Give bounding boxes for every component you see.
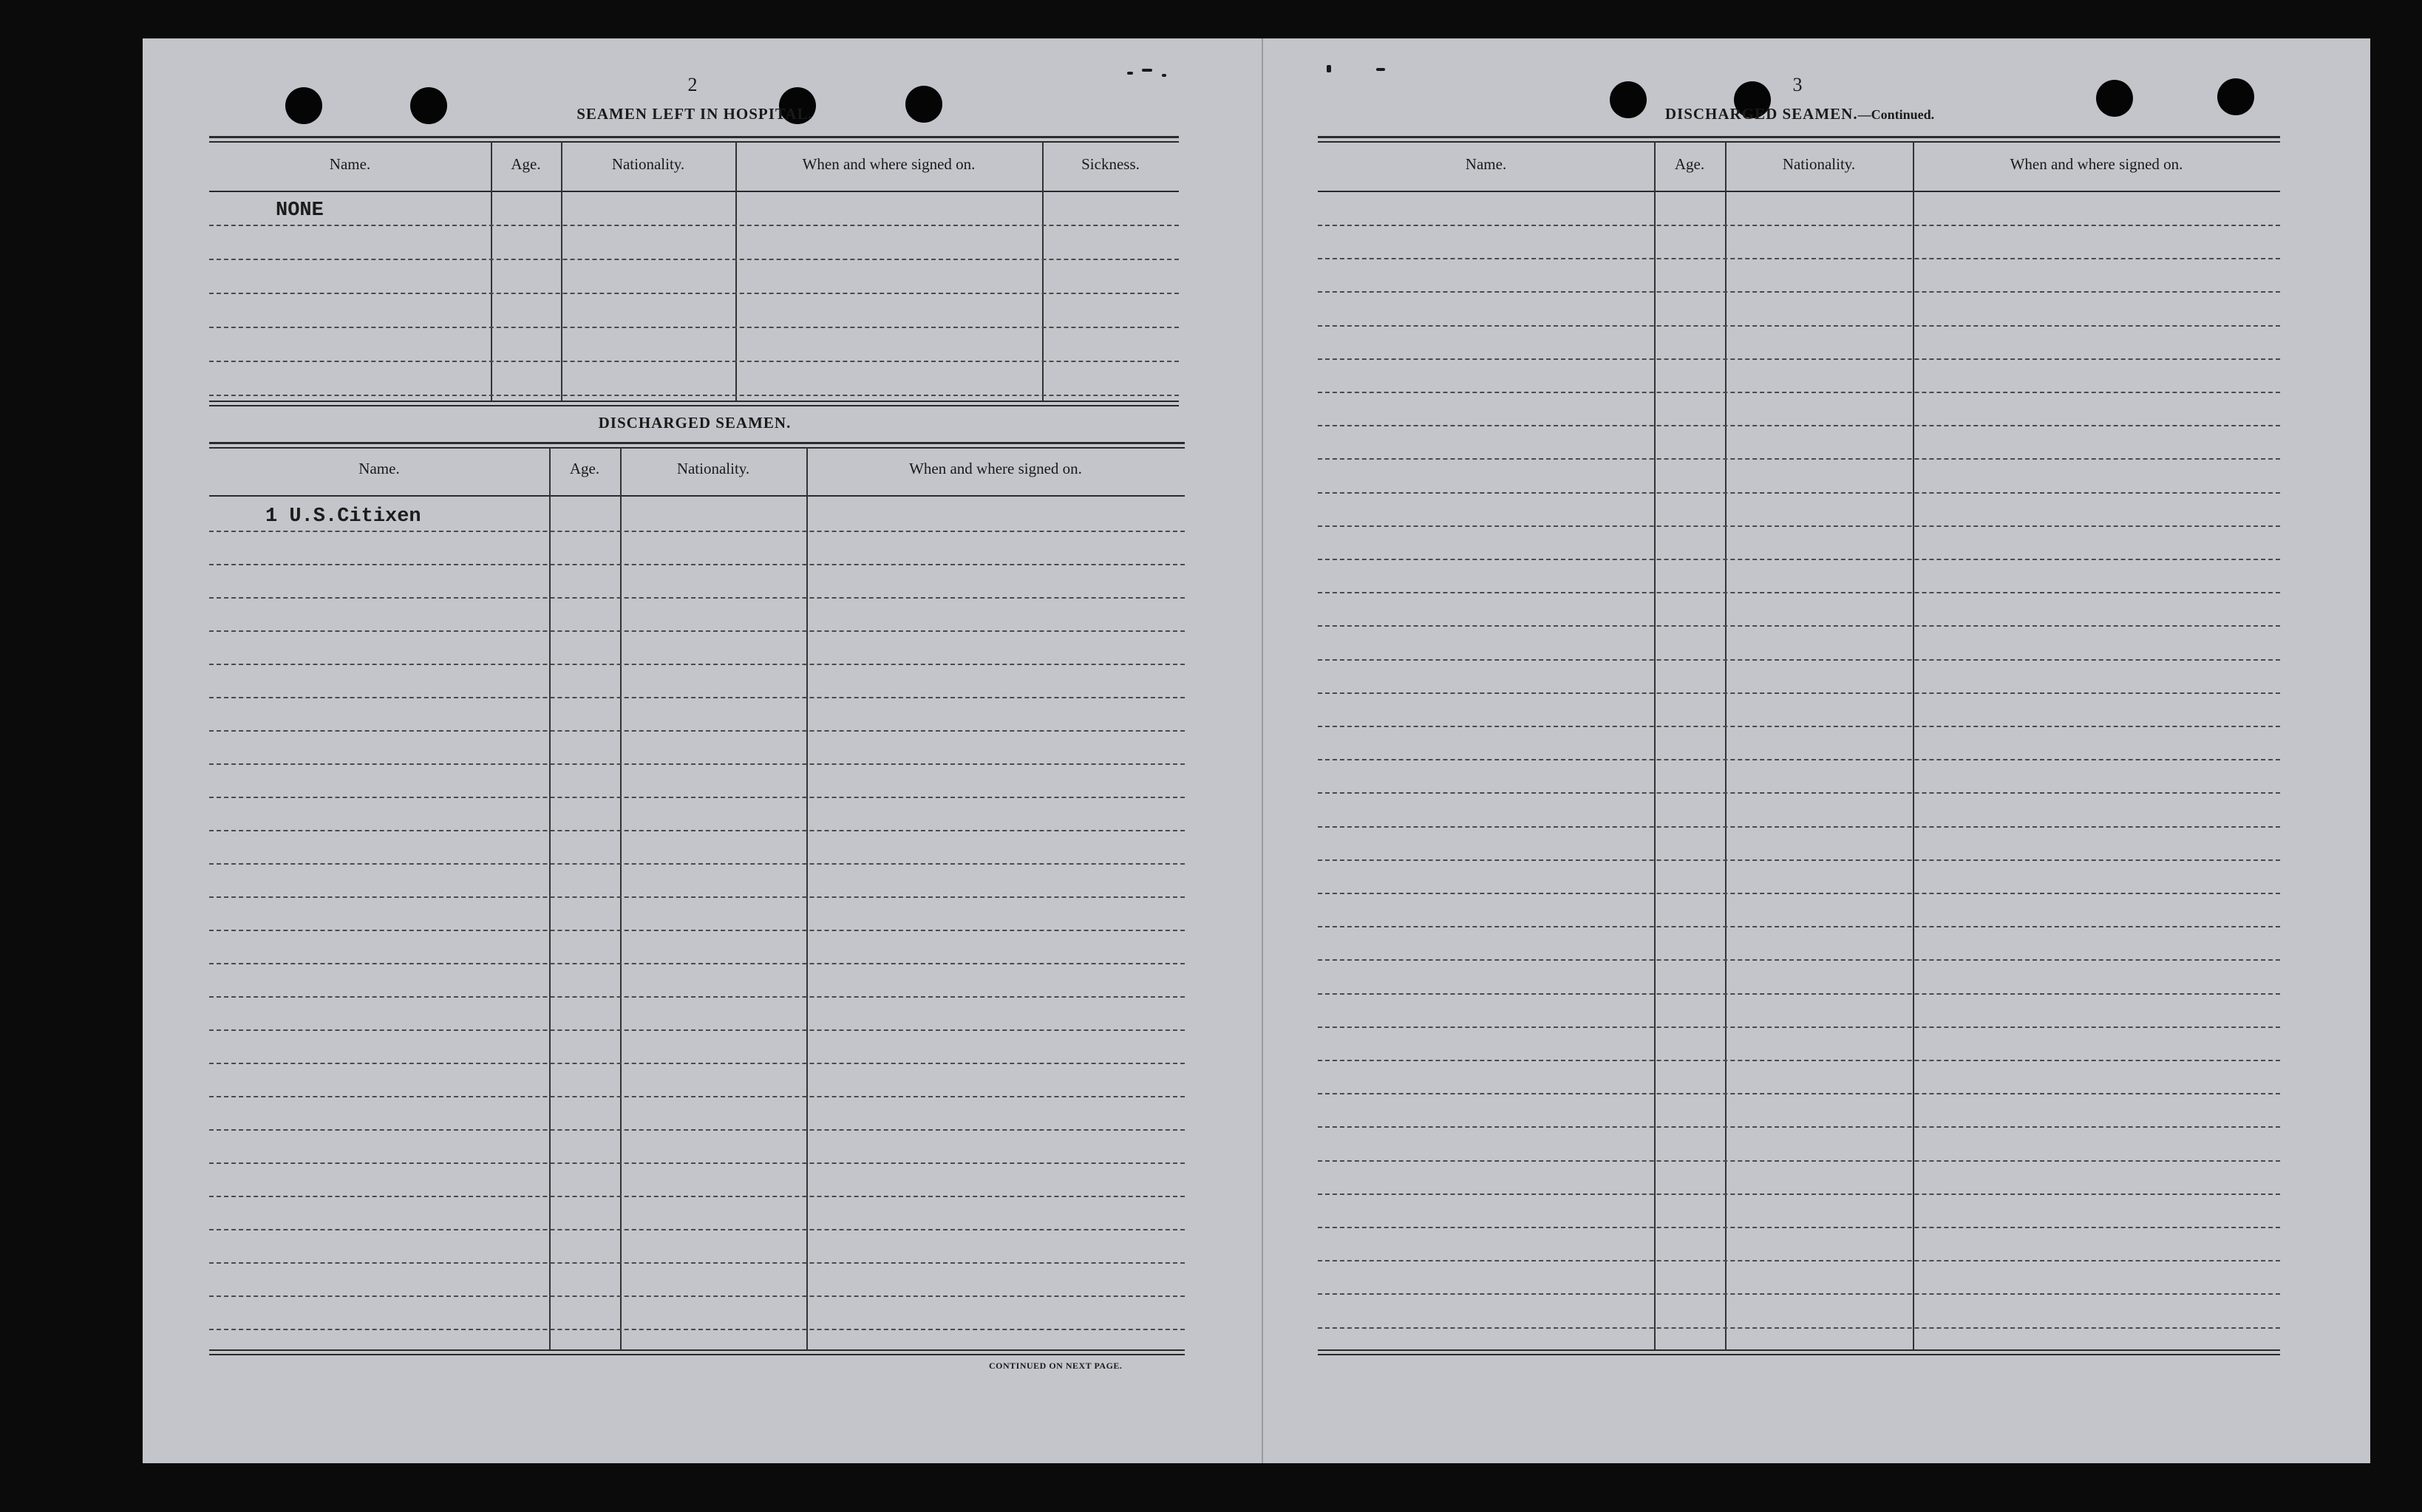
ruled-line [1318, 893, 2280, 894]
ruled-line [1318, 559, 2280, 560]
ruled-line [1318, 1160, 2280, 1162]
ruled-line [209, 863, 1185, 865]
ruled-line [209, 830, 1185, 831]
col-header-sickness: Sickness. [1081, 155, 1140, 173]
ruled-line [1318, 1193, 2280, 1195]
ruled-line [1318, 1293, 2280, 1295]
col-header-name: Name. [329, 155, 371, 173]
ruled-line [209, 697, 1185, 698]
ink-mark [1376, 68, 1385, 71]
continued-footer: CONTINUED ON NEXT PAGE. [989, 1361, 1123, 1371]
ruled-line [209, 896, 1185, 898]
ruled-line [209, 597, 1185, 599]
ruled-line [209, 1329, 1185, 1330]
col-header-nationality: Nationality. [611, 155, 685, 173]
discharged-continued-title-text: DISCHARGED SEAMEN. [1664, 105, 1858, 123]
punch-hole [2217, 78, 2254, 115]
ruled-line [1318, 525, 2280, 527]
ruled-line [1318, 458, 2280, 460]
ink-mark [1327, 65, 1331, 72]
ruled-line [209, 1096, 1185, 1097]
ruled-line [209, 1063, 1185, 1064]
col-header-signed-on: When and where signed on. [909, 460, 1082, 477]
ruled-line [209, 797, 1185, 798]
ruled-line [209, 564, 1185, 565]
ruled-line [1318, 1060, 2280, 1061]
ruled-line [209, 630, 1185, 632]
discharged-continued-title [1508, 105, 2092, 123]
col-header-age: Age. [511, 155, 541, 173]
page-gutter [1262, 38, 1263, 1463]
ruled-line [1318, 1227, 2280, 1228]
ruled-line [1318, 492, 2280, 494]
ruled-line [1318, 792, 2280, 794]
col-header-signed-on: When and where signed on. [2010, 155, 2183, 173]
ruled-line [1318, 759, 2280, 760]
ruled-line [1318, 659, 2280, 661]
page-number: 2 [687, 74, 698, 95]
discharged-section-title: DISCHARGED SEAMEN. [598, 414, 792, 432]
col-header-nationality: Nationality. [1782, 155, 1856, 173]
ruled-line [209, 531, 1185, 532]
col-header-name: Name. [1465, 155, 1507, 173]
ruled-line [1318, 1260, 2280, 1261]
ruled-line [209, 1129, 1185, 1131]
ruled-line [1318, 1093, 2280, 1094]
ruled-line [209, 1196, 1185, 1197]
col-header-age: Age. [569, 460, 600, 477]
ruled-line [1318, 625, 2280, 627]
hospital-section-title: SEAMEN LEFT IN HOSPITAL. [576, 105, 813, 123]
ruled-line [209, 763, 1185, 765]
ruled-line [209, 664, 1185, 665]
ruled-line [209, 1262, 1185, 1264]
hospital-table [209, 136, 1179, 406]
discharged-table [209, 442, 1185, 1355]
ruled-line [209, 395, 1179, 396]
ruled-line [1318, 826, 2280, 828]
ruled-line [1318, 1327, 2280, 1329]
ruled-line [1318, 959, 2280, 961]
ruled-line [1318, 692, 2280, 694]
discharged-continued-table [1318, 136, 2280, 1355]
ruled-line [1318, 258, 2280, 259]
punch-hole [285, 87, 322, 124]
ink-mark [1142, 69, 1152, 72]
ruled-line [1318, 592, 2280, 593]
ruled-line [209, 327, 1179, 328]
ruled-line [209, 996, 1185, 998]
ruled-line [209, 1029, 1185, 1031]
ruled-line [1318, 358, 2280, 360]
col-header-nationality: Nationality. [676, 460, 750, 477]
punch-hole [2096, 80, 2133, 117]
ruled-line [209, 1295, 1185, 1297]
ruled-line [209, 730, 1185, 732]
ruled-line [1318, 726, 2280, 727]
ruled-line [1318, 225, 2280, 226]
ruled-line [1318, 325, 2280, 327]
ruled-line [209, 293, 1179, 294]
ruled-line [1318, 425, 2280, 426]
page-number: 3 [1792, 74, 1803, 95]
ruled-line [1318, 926, 2280, 927]
discharged-entry-name: 1 U.S.Citixen [265, 505, 421, 528]
ruled-line [209, 963, 1185, 964]
ruled-line [1318, 291, 2280, 293]
col-header-name: Name. [358, 460, 400, 477]
ink-mark [1127, 72, 1133, 75]
ruled-line [209, 1229, 1185, 1230]
ruled-line [209, 259, 1179, 260]
ruled-line [1318, 1126, 2280, 1128]
ruled-line [1318, 1026, 2280, 1028]
ruled-line [209, 361, 1179, 362]
hospital-entry-name: NONE [276, 200, 324, 222]
ruled-line [209, 930, 1185, 931]
col-header-age: Age. [1674, 155, 1705, 173]
ink-mark [1162, 74, 1166, 77]
ruled-line [1318, 993, 2280, 995]
continued-suffix: —Continued. [1857, 107, 1935, 122]
ruled-line [1318, 859, 2280, 861]
ruled-line [209, 225, 1179, 226]
ruled-line [209, 1162, 1185, 1164]
col-header-signed-on: When and where signed on. [802, 155, 976, 173]
ruled-line [1318, 392, 2280, 393]
